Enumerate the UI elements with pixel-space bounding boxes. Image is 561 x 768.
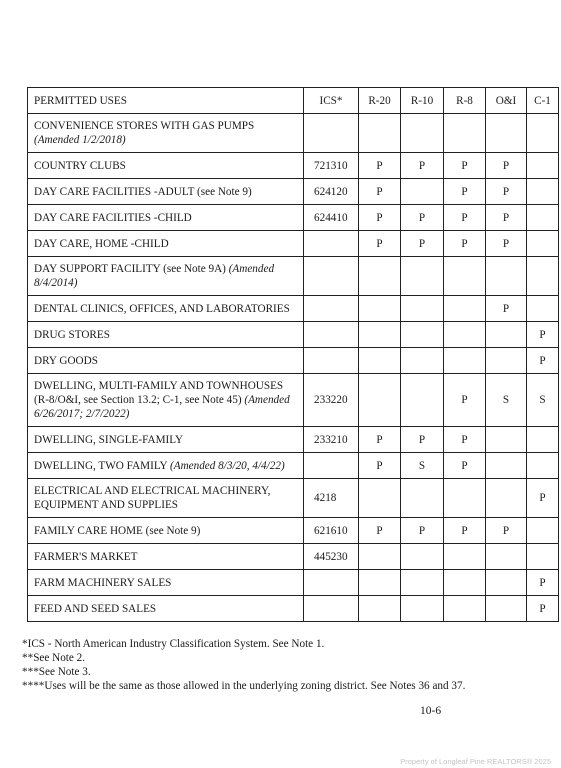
table-row (28, 518, 559, 544)
table-row (28, 153, 559, 179)
r10-cell: P (401, 153, 444, 179)
amendment-note: (Amended 8/4/2014) (34, 263, 275, 289)
oi-cell (486, 348, 527, 374)
table-row (28, 296, 559, 322)
use-name: DWELLING, MULTI-FAMILY AND TOWNHOUSES (R-8/O&I, see Section 13.2; C-1, see Note 45) (34, 380, 284, 406)
header-r20: R-20 (359, 88, 401, 114)
table-row (28, 179, 559, 205)
c1-cell: P (527, 570, 559, 596)
permitted-use-cell (28, 374, 304, 427)
permitted-use-cell (28, 296, 304, 322)
c1-cell (527, 453, 559, 479)
ics-cell: 721310 (304, 153, 359, 179)
r8-cell (444, 348, 486, 374)
permitted-use-cell (28, 179, 304, 205)
r20-cell (359, 348, 401, 374)
ics-cell (304, 231, 359, 257)
watermark: Property of Longleaf Pine REALTORS® 2025 (400, 757, 551, 766)
c1-cell (527, 179, 559, 205)
r20-cell (359, 570, 401, 596)
oi-cell: P (486, 231, 527, 257)
ics-cell (304, 453, 359, 479)
r8-cell: P (444, 231, 486, 257)
permitted-use-cell (28, 231, 304, 257)
amendment-note: (Amended 1/2/2018) (34, 134, 126, 146)
r20-cell (359, 257, 401, 296)
use-name: FEED AND SEED SALES (34, 602, 157, 615)
r8-cell: P (444, 427, 486, 453)
r20-cell (359, 544, 401, 570)
oi-cell: P (486, 518, 527, 544)
permitted-use-cell (28, 205, 304, 231)
table-row (28, 231, 559, 257)
use-name: CONVENIENCE STORES WITH GAS PUMPS (34, 120, 255, 132)
table-row (28, 570, 559, 596)
c1-cell (527, 231, 559, 257)
oi-cell: S (486, 374, 527, 427)
permitted-use-cell (28, 453, 304, 479)
ics-cell: 233210 (304, 427, 359, 453)
r10-cell (401, 348, 444, 374)
ics-cell (304, 114, 359, 153)
table-row (28, 479, 559, 518)
r8-cell (444, 596, 486, 622)
use-name: FAMILY CARE HOME (see Note 9) (34, 524, 201, 537)
use-name: DAY CARE FACILITIES -ADULT (see Note 9) (34, 185, 252, 198)
r20-cell (359, 296, 401, 322)
ics-cell (304, 296, 359, 322)
use-name: FARM MACHINERY SALES (34, 576, 172, 589)
r8-cell: P (444, 179, 486, 205)
permitted-use-cell (28, 114, 304, 153)
permitted-use-cell (28, 570, 304, 596)
oi-cell: P (486, 153, 527, 179)
permitted-use-cell (28, 322, 304, 348)
ics-cell: 4218 (304, 479, 359, 518)
oi-cell: P (486, 205, 527, 231)
ics-cell (304, 570, 359, 596)
c1-cell (527, 153, 559, 179)
r20-cell (359, 596, 401, 622)
r10-cell (401, 114, 444, 153)
ics-cell: 621610 (304, 518, 359, 544)
table-header-row (28, 88, 559, 114)
c1-cell (527, 205, 559, 231)
ics-cell (304, 348, 359, 374)
permitted-uses-table (27, 87, 559, 622)
use-name: COUNTRY CLUBS (34, 159, 126, 172)
table-row (28, 322, 559, 348)
r8-cell: P (444, 374, 486, 427)
r20-cell: P (359, 179, 401, 205)
oi-cell (486, 479, 527, 518)
c1-cell (527, 427, 559, 453)
oi-cell (486, 596, 527, 622)
table-row (28, 374, 559, 427)
use-name: DAY CARE FACILITIES -CHILD (34, 211, 192, 224)
r8-cell (444, 544, 486, 570)
r20-cell (359, 114, 401, 153)
amendment-note: (Amended 8/3/20, 4/4/22) (170, 459, 285, 472)
header-permitted-uses: PERMITTED USES (28, 88, 304, 114)
permitted-use-cell (28, 257, 304, 296)
table-row (28, 596, 559, 622)
table-body (28, 114, 559, 622)
oi-cell (486, 257, 527, 296)
amendment-note: (Amended 6/26/2017; 2/7/2022) (34, 394, 290, 420)
r10-cell: S (401, 453, 444, 479)
c1-cell (527, 257, 559, 296)
use-name: FARMER'S MARKET (34, 550, 138, 563)
use-name: DAY SUPPORT FACILITY (see Note 9A) (34, 263, 226, 275)
permitted-use-cell (28, 153, 304, 179)
ics-cell: 233220 (304, 374, 359, 427)
permitted-use-cell (28, 427, 304, 453)
c1-cell: P (527, 596, 559, 622)
table-row (28, 205, 559, 231)
r20-cell (359, 374, 401, 427)
r8-cell (444, 114, 486, 153)
r8-cell: P (444, 453, 486, 479)
table-row (28, 453, 559, 479)
footnote: **See Note 2. (22, 652, 86, 664)
r20-cell (359, 479, 401, 518)
c1-cell (527, 518, 559, 544)
r10-cell (401, 570, 444, 596)
r10-cell: P (401, 231, 444, 257)
ics-cell: 624120 (304, 179, 359, 205)
ics-cell (304, 322, 359, 348)
use-name: DWELLING, TWO FAMILY (34, 459, 168, 472)
r20-cell: P (359, 453, 401, 479)
permitted-use-cell (28, 518, 304, 544)
c1-cell (527, 544, 559, 570)
permitted-use-cell (28, 596, 304, 622)
c1-cell: P (527, 348, 559, 374)
oi-cell (486, 322, 527, 348)
oi-cell (486, 570, 527, 596)
r10-cell (401, 544, 444, 570)
c1-cell: P (527, 322, 559, 348)
oi-cell (486, 453, 527, 479)
r8-cell (444, 257, 486, 296)
use-name: DRY GOODS (34, 354, 98, 367)
header-ics: ICS* (304, 88, 359, 114)
use-name: DWELLING, SINGLE-FAMILY (34, 433, 184, 446)
r20-cell: P (359, 231, 401, 257)
r10-cell (401, 596, 444, 622)
ics-cell (304, 257, 359, 296)
r20-cell: P (359, 153, 401, 179)
ics-cell (304, 596, 359, 622)
c1-cell (527, 296, 559, 322)
c1-cell (527, 114, 559, 153)
r10-cell (401, 322, 444, 348)
oi-cell (486, 544, 527, 570)
r20-cell: P (359, 427, 401, 453)
r20-cell: P (359, 205, 401, 231)
oi-cell: P (486, 179, 527, 205)
r10-cell: P (401, 518, 444, 544)
permitted-use-cell (28, 544, 304, 570)
footnote: ****Uses will be the same as those allowed in the underlying zoning district. See Notes 36 and 37. (22, 680, 466, 692)
use-name: DENTAL CLINICS, OFFICES, AND LABORATORIES (34, 302, 290, 315)
r8-cell (444, 296, 486, 322)
permitted-use-cell (28, 479, 304, 518)
r8-cell (444, 570, 486, 596)
r8-cell: P (444, 518, 486, 544)
r8-cell: P (444, 205, 486, 231)
r10-cell: P (401, 427, 444, 453)
r8-cell (444, 479, 486, 518)
ics-cell: 624410 (304, 205, 359, 231)
r10-cell (401, 479, 444, 518)
permitted-use-cell (28, 348, 304, 374)
r8-cell (444, 322, 486, 348)
footnote: ***See Note 3. (22, 666, 91, 678)
footnote: *ICS - North American Industry Classification System. See Note 1. (22, 638, 325, 650)
oi-cell (486, 427, 527, 453)
r20-cell: P (359, 518, 401, 544)
r10-cell (401, 257, 444, 296)
header-r8: R-8 (444, 88, 486, 114)
table-row (28, 257, 559, 296)
footnotes (22, 637, 552, 693)
use-name: ELECTRICAL AND ELECTRICAL MACHINERY, EQUIPMENT AND SUPPLIES (34, 485, 271, 511)
table-row (28, 544, 559, 570)
oi-cell: P (486, 296, 527, 322)
header-c1: C-1 (527, 88, 559, 114)
oi-cell (486, 114, 527, 153)
use-name: DAY CARE, HOME -CHILD (34, 237, 169, 250)
use-name: DRUG STORES (34, 328, 110, 341)
r10-cell (401, 179, 444, 205)
header-oi: O&I (486, 88, 527, 114)
r10-cell: P (401, 205, 444, 231)
table-row (28, 348, 559, 374)
c1-cell: S (527, 374, 559, 427)
header-r10: R-10 (401, 88, 444, 114)
r20-cell (359, 322, 401, 348)
table-row (28, 427, 559, 453)
r10-cell (401, 374, 444, 427)
page-number: 10-6 (420, 705, 442, 717)
r8-cell: P (444, 153, 486, 179)
table-row (28, 114, 559, 153)
c1-cell: P (527, 479, 559, 518)
ics-cell: 445230 (304, 544, 359, 570)
r10-cell (401, 296, 444, 322)
